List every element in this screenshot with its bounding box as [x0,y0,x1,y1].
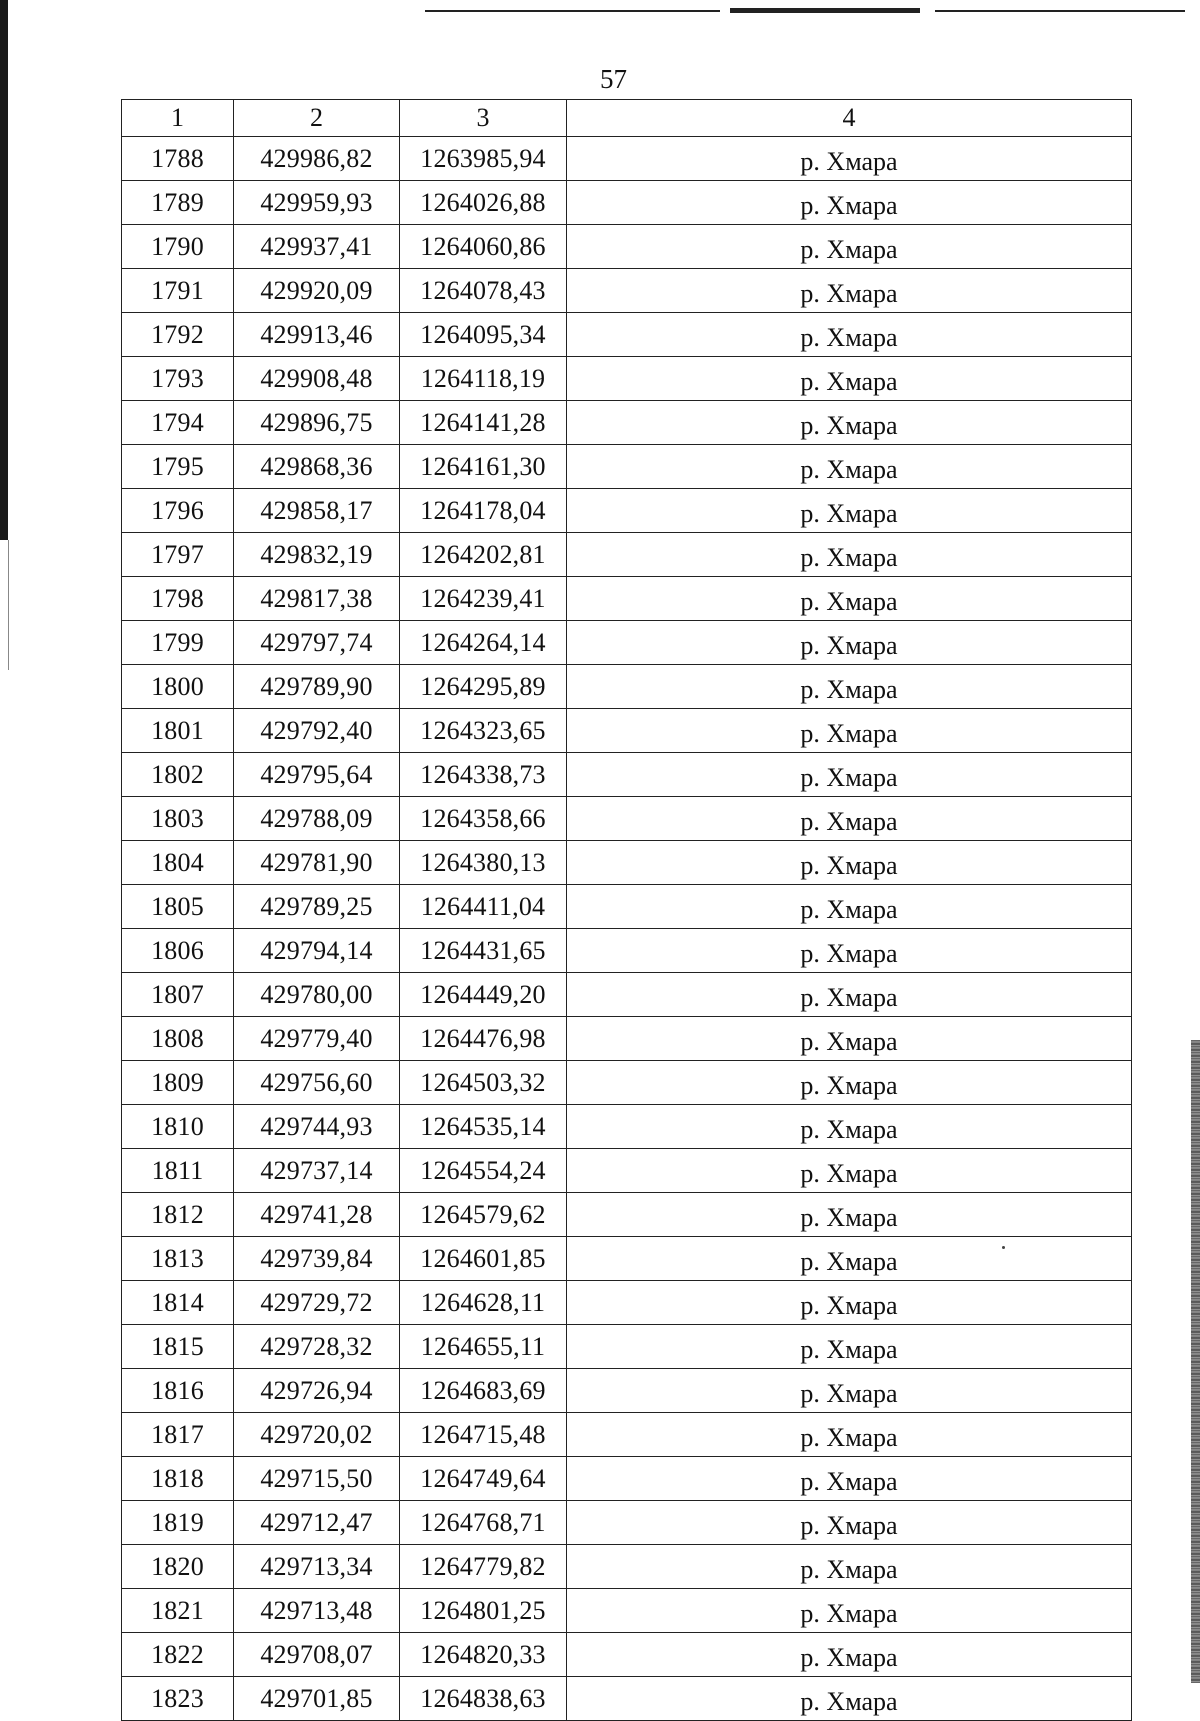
cell-x-coordinate: 429737,14 [234,1149,400,1193]
cell-x-coordinate: 429937,41 [234,225,400,269]
cell-y-coordinate: 1264161,30 [400,445,567,489]
cell-x-coordinate: 429781,90 [234,841,400,885]
cell-x-coordinate: 429741,28 [234,1193,400,1237]
cell-point-number: 1820 [122,1545,234,1589]
cell-y-coordinate: 1264683,69 [400,1369,567,1413]
table-row [122,137,1132,181]
cell-description: р. Хмара [567,225,1132,269]
column-header-description: 4 [567,100,1132,137]
cell-description: р. Хмара [567,1193,1132,1237]
cell-point-number: 1814 [122,1281,234,1325]
table-row [122,1061,1132,1105]
cell-description: р. Хмара [567,577,1132,621]
cell-x-coordinate: 429726,94 [234,1369,400,1413]
cell-description: р. Хмара [567,1281,1132,1325]
cell-x-coordinate: 429779,40 [234,1017,400,1061]
cell-description: р. Хмара [567,1413,1132,1457]
cell-point-number: 1796 [122,489,234,533]
cell-y-coordinate: 1264411,04 [400,885,567,929]
table-row [122,1545,1132,1589]
column-header-x-coordinate: 2 [234,100,400,137]
cell-description: р. Хмара [567,1633,1132,1677]
scan-top-rule [425,10,720,12]
cell-description: р. Хмара [567,357,1132,401]
cell-y-coordinate: 1264239,41 [400,577,567,621]
table-row [122,1105,1132,1149]
cell-point-number: 1815 [122,1325,234,1369]
table-row [122,1325,1132,1369]
scan-line-left [8,540,9,670]
cell-point-number: 1813 [122,1237,234,1281]
cell-point-number: 1821 [122,1589,234,1633]
cell-x-coordinate: 429896,75 [234,401,400,445]
cell-description: р. Хмара [567,401,1132,445]
cell-description: р. Хмара [567,1149,1132,1193]
cell-description: р. Хмара [567,445,1132,489]
cell-x-coordinate: 429797,74 [234,621,400,665]
table-row [122,753,1132,797]
cell-description: р. Хмара [567,181,1132,225]
cell-x-coordinate: 429920,09 [234,269,400,313]
cell-y-coordinate: 1264323,65 [400,709,567,753]
cell-point-number: 1799 [122,621,234,665]
table-row [122,1589,1132,1633]
cell-x-coordinate: 429744,93 [234,1105,400,1149]
cell-description: р. Хмара [567,1325,1132,1369]
cell-point-number: 1810 [122,1105,234,1149]
cell-description: р. Хмара [567,1677,1132,1721]
cell-x-coordinate: 429788,09 [234,797,400,841]
scan-top-rule [730,8,920,13]
cell-y-coordinate: 1264655,11 [400,1325,567,1369]
cell-description: р. Хмара [567,1545,1132,1589]
cell-point-number: 1823 [122,1677,234,1721]
table-body [122,137,1132,1721]
table-row [122,313,1132,357]
cell-point-number: 1789 [122,181,234,225]
table-row [122,929,1132,973]
cell-x-coordinate: 429795,64 [234,753,400,797]
column-header-y-coordinate: 3 [400,100,567,137]
cell-y-coordinate: 1264535,14 [400,1105,567,1149]
cell-description: р. Хмара [567,665,1132,709]
cell-y-coordinate: 1264579,62 [400,1193,567,1237]
cell-point-number: 1806 [122,929,234,973]
table-row [122,225,1132,269]
table-row [122,1149,1132,1193]
cell-description: р. Хмара [567,929,1132,973]
cell-point-number: 1790 [122,225,234,269]
table-row [122,1633,1132,1677]
cell-y-coordinate: 1264801,25 [400,1589,567,1633]
cell-description: р. Хмара [567,753,1132,797]
cell-x-coordinate: 429832,19 [234,533,400,577]
scan-edge-right [1191,1040,1200,1683]
cell-x-coordinate: 429913,46 [234,313,400,357]
cell-y-coordinate: 1264503,32 [400,1061,567,1105]
cell-y-coordinate: 1264749,64 [400,1457,567,1501]
cell-x-coordinate: 429780,00 [234,973,400,1017]
cell-point-number: 1803 [122,797,234,841]
cell-x-coordinate: 429817,38 [234,577,400,621]
table-row [122,577,1132,621]
cell-y-coordinate: 1264779,82 [400,1545,567,1589]
cell-x-coordinate: 429715,50 [234,1457,400,1501]
cell-x-coordinate: 429792,40 [234,709,400,753]
scan-edge-left [0,0,8,540]
cell-description: р. Хмара [567,533,1132,577]
cell-y-coordinate: 1264078,43 [400,269,567,313]
cell-point-number: 1819 [122,1501,234,1545]
cell-point-number: 1800 [122,665,234,709]
cell-x-coordinate: 429739,84 [234,1237,400,1281]
cell-x-coordinate: 429729,72 [234,1281,400,1325]
cell-description: р. Хмара [567,973,1132,1017]
cell-y-coordinate: 1264202,81 [400,533,567,577]
table-row [122,885,1132,929]
table-row [122,1281,1132,1325]
cell-description: р. Хмара [567,137,1132,181]
page-number: 57 [600,64,627,94]
cell-point-number: 1791 [122,269,234,313]
cell-point-number: 1807 [122,973,234,1017]
coordinates-table [121,99,1132,1721]
table-row [122,621,1132,665]
table-row [122,797,1132,841]
table-row [122,1369,1132,1413]
cell-x-coordinate: 429908,48 [234,357,400,401]
table-row [122,489,1132,533]
cell-point-number: 1818 [122,1457,234,1501]
table-row [122,1501,1132,1545]
cell-point-number: 1805 [122,885,234,929]
cell-point-number: 1797 [122,533,234,577]
cell-x-coordinate: 429868,36 [234,445,400,489]
cell-description: р. Хмара [567,313,1132,357]
cell-description: р. Хмара [567,1237,1132,1281]
cell-y-coordinate: 1264380,13 [400,841,567,885]
cell-description: р. Хмара [567,709,1132,753]
table-row [122,1413,1132,1457]
table-row [122,973,1132,1017]
cell-y-coordinate: 1264141,28 [400,401,567,445]
cell-point-number: 1802 [122,753,234,797]
cell-y-coordinate: 1264060,86 [400,225,567,269]
cell-point-number: 1801 [122,709,234,753]
cell-x-coordinate: 429794,14 [234,929,400,973]
cell-y-coordinate: 1264264,14 [400,621,567,665]
cell-x-coordinate: 429986,82 [234,137,400,181]
cell-point-number: 1812 [122,1193,234,1237]
cell-point-number: 1816 [122,1369,234,1413]
cell-point-number: 1822 [122,1633,234,1677]
cell-description: р. Хмара [567,1501,1132,1545]
table-row [122,1017,1132,1061]
cell-y-coordinate: 1263985,94 [400,137,567,181]
cell-x-coordinate: 429713,34 [234,1545,400,1589]
table-header-row [122,100,1132,137]
cell-y-coordinate: 1264449,20 [400,973,567,1017]
cell-y-coordinate: 1264628,11 [400,1281,567,1325]
cell-y-coordinate: 1264715,48 [400,1413,567,1457]
cell-point-number: 1793 [122,357,234,401]
cell-x-coordinate: 429712,47 [234,1501,400,1545]
cell-description: р. Хмара [567,1017,1132,1061]
cell-x-coordinate: 429701,85 [234,1677,400,1721]
table-row [122,357,1132,401]
table-row [122,665,1132,709]
cell-point-number: 1808 [122,1017,234,1061]
scan-top-rule [935,10,1185,12]
table-row [122,269,1132,313]
cell-description: р. Хмара [567,489,1132,533]
cell-x-coordinate: 429789,90 [234,665,400,709]
cell-y-coordinate: 1264431,65 [400,929,567,973]
table-row [122,1237,1132,1281]
cell-point-number: 1788 [122,137,234,181]
cell-x-coordinate: 429728,32 [234,1325,400,1369]
cell-point-number: 1809 [122,1061,234,1105]
cell-y-coordinate: 1264838,63 [400,1677,567,1721]
cell-x-coordinate: 429959,93 [234,181,400,225]
cell-y-coordinate: 1264095,34 [400,313,567,357]
cell-y-coordinate: 1264358,66 [400,797,567,841]
cell-y-coordinate: 1264338,73 [400,753,567,797]
cell-y-coordinate: 1264476,98 [400,1017,567,1061]
cell-description: р. Хмара [567,885,1132,929]
cell-point-number: 1792 [122,313,234,357]
table-row [122,1677,1132,1721]
table-row [122,445,1132,489]
cell-x-coordinate: 429858,17 [234,489,400,533]
table-row [122,533,1132,577]
table-row [122,841,1132,885]
cell-point-number: 1794 [122,401,234,445]
cell-y-coordinate: 1264118,19 [400,357,567,401]
cell-point-number: 1798 [122,577,234,621]
cell-y-coordinate: 1264026,88 [400,181,567,225]
cell-description: р. Хмара [567,269,1132,313]
cell-x-coordinate: 429708,07 [234,1633,400,1677]
cell-point-number: 1795 [122,445,234,489]
cell-y-coordinate: 1264768,71 [400,1501,567,1545]
cell-description: р. Хмара [567,841,1132,885]
cell-x-coordinate: 429713,48 [234,1589,400,1633]
cell-x-coordinate: 429720,02 [234,1413,400,1457]
table-row [122,1193,1132,1237]
cell-x-coordinate: 429789,25 [234,885,400,929]
cell-y-coordinate: 1264554,24 [400,1149,567,1193]
table-row [122,181,1132,225]
cell-x-coordinate: 429756,60 [234,1061,400,1105]
cell-description: р. Хмара [567,621,1132,665]
cell-description: р. Хмара [567,1369,1132,1413]
cell-y-coordinate: 1264820,33 [400,1633,567,1677]
cell-description: р. Хмара [567,1061,1132,1105]
cell-description: р. Хмара [567,797,1132,841]
cell-point-number: 1804 [122,841,234,885]
table-row [122,401,1132,445]
table-row [122,1457,1132,1501]
cell-point-number: 1817 [122,1413,234,1457]
table-row [122,709,1132,753]
column-header-point-number: 1 [122,100,234,137]
cell-description: р. Хмара [567,1105,1132,1149]
cell-y-coordinate: 1264601,85 [400,1237,567,1281]
cell-description: р. Хмара [567,1589,1132,1633]
cell-y-coordinate: 1264178,04 [400,489,567,533]
cell-y-coordinate: 1264295,89 [400,665,567,709]
cell-description: р. Хмара [567,1457,1132,1501]
cell-point-number: 1811 [122,1149,234,1193]
